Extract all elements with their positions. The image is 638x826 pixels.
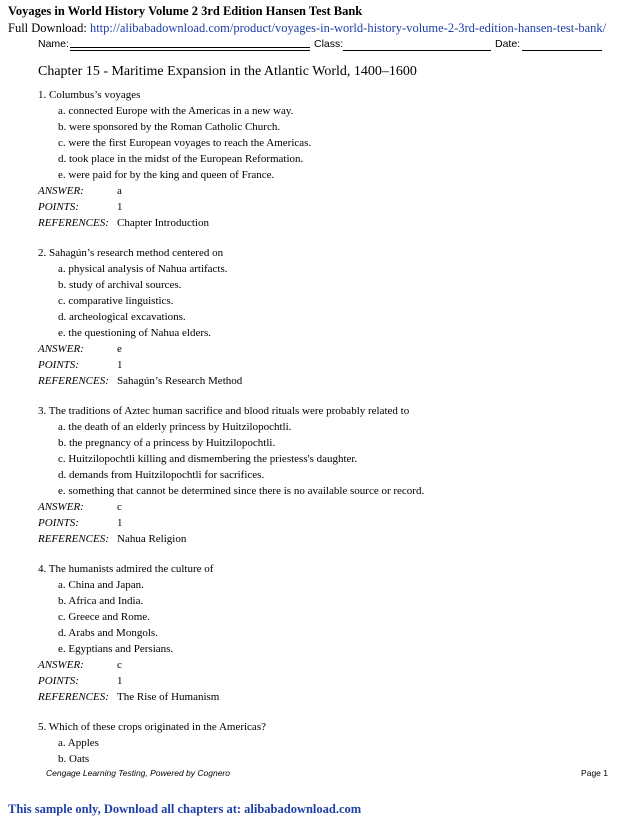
option-a: a. connected Europe with the Americas in a new way. — [58, 105, 294, 117]
references-row — [38, 531, 618, 547]
answer-value: a — [117, 185, 122, 197]
name-field[interactable] — [70, 37, 310, 48]
points-label: POINTS: — [38, 201, 79, 213]
answer-label: ANSWER: — [38, 501, 84, 513]
references-label: REFERENCES: — [38, 375, 109, 387]
option-b: b. were sponsored by the Roman Catholic Church. — [58, 121, 281, 133]
question-2 — [38, 245, 618, 389]
option-d: d. demands from Huitzilopochtli for sacrifices. — [58, 469, 265, 481]
option-a: a. physical analysis of Nahua artifacts. — [58, 263, 228, 275]
option-d: d. archeological excavations. — [58, 311, 186, 323]
question-stem: 2. Sahagún’s research method centered on — [38, 247, 224, 259]
references-value: The Rise of Humanism — [117, 691, 220, 703]
option-b: b. the pregnancy of a princess by Huitzilopochtli. — [58, 437, 276, 449]
question-stem: 4. The humanists admired the culture of — [38, 563, 214, 575]
full-download-line — [8, 20, 606, 36]
document-title: Voyages in World History Volume 2 3rd Edition Hansen Test Bank — [8, 4, 363, 18]
option-c: c. Huitzilopochtli killing and dismembering the priestess's daughter. — [58, 453, 358, 465]
references-value: Chapter Introduction — [117, 217, 209, 229]
answer-row — [38, 657, 618, 673]
option-d: d. took place in the midst of the European Reformation. — [58, 153, 304, 165]
date-label: Date: — [495, 38, 521, 50]
option-b: b. study of archival sources. — [58, 279, 182, 291]
option-a: a. China and Japan. — [58, 579, 144, 591]
option-e: e. something that cannot be determined since there is no available source or record. — [58, 485, 425, 497]
question-stem: 1. Columbus’s voyages — [38, 89, 141, 101]
question-1 — [38, 87, 618, 231]
answer-label: ANSWER: — [38, 659, 84, 671]
option-c: c. comparative linguistics. — [58, 295, 174, 307]
option-e: e. Egyptians and Persians. — [58, 643, 174, 655]
points-value: 1 — [117, 675, 123, 687]
option-b: b. Oats — [58, 753, 90, 765]
answer-row — [38, 341, 618, 357]
points-row — [38, 199, 618, 215]
option-b: b. Africa and India. — [58, 595, 144, 607]
points-value: 1 — [117, 359, 123, 371]
points-label: POINTS: — [38, 359, 79, 371]
points-label: POINTS: — [38, 517, 79, 529]
option-a: a. the death of an elderly princess by Huitzilopochtli. — [58, 421, 292, 433]
date-field[interactable] — [522, 37, 602, 51]
full-download-label: Full Download: — [8, 21, 90, 35]
references-label: REFERENCES: — [38, 691, 109, 703]
question-list — [38, 87, 618, 767]
chapter-title: Chapter 15 - Maritime Expansion in the Atlantic World, 1400–1600 — [38, 64, 417, 79]
option-c: c. were the first European voyages to reach the Americas. — [58, 137, 312, 149]
references-value: Nahua Religion — [117, 533, 187, 545]
question-5 — [38, 719, 618, 767]
class-field[interactable] — [343, 37, 491, 51]
references-row — [38, 373, 618, 389]
answer-label: ANSWER: — [38, 343, 84, 355]
question-4 — [38, 561, 618, 705]
option-e: e. the questioning of Nahua elders. — [58, 327, 212, 339]
download-link[interactable]: http://alibabadownload.com/product/voyages-in-world-history-volume-2-3rd-edition-hansen-test-bank/ — [89, 21, 607, 35]
points-row — [38, 515, 618, 531]
points-label: POINTS: — [38, 675, 79, 687]
option-d: d. Arabs and Mongols. — [58, 627, 158, 639]
footer-credit: Cengage Learning Testing, Powered by Cognero — [46, 768, 230, 778]
references-row — [38, 689, 618, 705]
references-row — [38, 215, 618, 231]
option-c: c. Greece and Rome. — [58, 611, 150, 623]
references-label: REFERENCES: — [38, 217, 109, 229]
answer-row — [38, 183, 618, 199]
question-3 — [38, 403, 618, 547]
references-value: Sahagún’s Research Method — [117, 375, 243, 387]
points-row — [38, 357, 618, 373]
answer-value: e — [117, 343, 122, 355]
points-value: 1 — [117, 517, 123, 529]
page-number: Page 1 — [581, 768, 608, 778]
question-stem: 3. The traditions of Aztec human sacrifice and blood rituals were probably related to — [38, 405, 410, 417]
question-stem: 5. Which of these crops originated in the Americas? — [38, 721, 266, 733]
points-value: 1 — [117, 201, 123, 213]
name-class-date-row — [38, 37, 604, 53]
answer-row — [38, 499, 618, 515]
answer-value: c — [117, 501, 122, 513]
option-a: a. Apples — [58, 737, 99, 749]
name-label: Name: — [38, 38, 69, 50]
class-label: Class: — [314, 38, 344, 50]
references-label: REFERENCES: — [38, 533, 109, 545]
answer-label: ANSWER: — [38, 185, 84, 197]
sample-download-note: This sample only, Download all chapters at: alibabadownload.com — [8, 802, 362, 816]
option-e: e. were paid for by the king and queen of France. — [58, 169, 275, 181]
points-row — [38, 673, 618, 689]
answer-value: c — [117, 659, 122, 671]
